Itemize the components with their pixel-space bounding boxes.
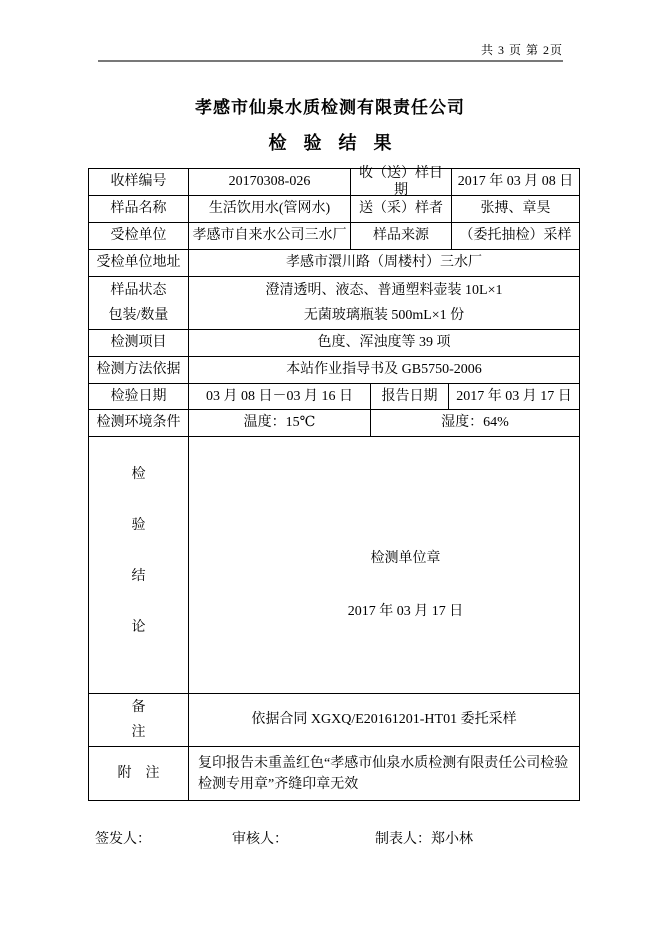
document-title: 检验结果 bbox=[268, 133, 409, 153]
test-date-value: 03 月 08 日－03 月 16 日 bbox=[189, 384, 371, 409]
sampler-value: 张搏、章昊 bbox=[480, 201, 551, 217]
note-label: 附 注 bbox=[89, 747, 189, 800]
issuer-label: 签发人： bbox=[95, 832, 151, 847]
sample-state-label-line2: 包装/数量 bbox=[108, 308, 169, 323]
company-title: 孝感市仙泉水质检测有限责任公司 bbox=[195, 98, 465, 117]
remarks-label bbox=[89, 694, 189, 746]
conclusion-label-char2: 验 bbox=[131, 518, 146, 533]
remarks-label-char1: 备 bbox=[131, 700, 146, 715]
conclusion-body bbox=[189, 437, 579, 693]
report-table bbox=[88, 165, 580, 801]
conclusion-label-char3: 结 bbox=[131, 569, 146, 584]
receive-date-label: 收（送）样日期 bbox=[351, 169, 452, 195]
humidity-value: 湿度：64% bbox=[441, 415, 509, 431]
table-row-environment bbox=[89, 410, 579, 437]
table-row-note bbox=[89, 747, 579, 800]
report-date-value: 2017 年 03 月 17 日 bbox=[456, 388, 572, 404]
report-date-label: 报告日期 bbox=[371, 384, 449, 409]
sample-number-value: 20170308-026 bbox=[189, 169, 351, 195]
method-basis-label: 检测方法依据 bbox=[89, 357, 189, 383]
table-row-method-basis bbox=[89, 357, 579, 384]
unit-address-label: 受检单位地址 bbox=[89, 250, 189, 276]
test-date-label: 检验日期 bbox=[89, 384, 189, 409]
environment-label: 检测环境条件 bbox=[89, 410, 189, 436]
sample-state-value-line1: 澄清透明、液态、普通塑料壶装 10L×1 bbox=[265, 283, 503, 298]
sampler-label: 送（采）样者 bbox=[351, 196, 452, 222]
inspected-unit-label: 受检单位 bbox=[89, 223, 189, 249]
note-value: 复印报告未重盖红色“孝感市仙泉水质检测有限责任公司检验检测专用章”齐缝印章无效 bbox=[198, 755, 569, 792]
page-number: 共 3 页 第 2页 bbox=[480, 43, 563, 57]
remarks-value: 依据合同 XGXQ/E20161201-HT01 委托采样 bbox=[251, 712, 517, 728]
conclusion-label-char4: 论 bbox=[131, 620, 146, 635]
table-row-sample-number bbox=[89, 165, 579, 198]
method-basis-value: 本站作业指导书及 GB5750-2006 bbox=[286, 362, 482, 378]
test-items-label: 检测项目 bbox=[89, 330, 189, 356]
remarks-label-char2: 注 bbox=[131, 725, 146, 740]
conclusion-label-char1: 检 bbox=[131, 467, 146, 482]
table-row-test-date bbox=[89, 384, 579, 410]
table-row-sample-name bbox=[89, 196, 579, 223]
reviewer-label: 审核人： bbox=[232, 832, 288, 847]
temperature-value: 温度：15℃ bbox=[189, 410, 371, 436]
table-row-conclusion bbox=[89, 437, 579, 694]
sample-state-value-line2: 无菌玻璃瓶装 500mL×1 份 bbox=[303, 308, 465, 323]
inspected-unit-value: 孝感市自来水公司三水厂 bbox=[189, 223, 351, 249]
table-row-sample-state bbox=[89, 277, 579, 330]
sample-name-label: 样品名称 bbox=[89, 196, 189, 222]
table-row-remarks bbox=[89, 694, 579, 747]
unit-address-value: 孝感市澴川路（周楼村）三水厂 bbox=[286, 255, 482, 271]
sample-name-value: 生活饮用水(管网水) bbox=[189, 196, 351, 222]
preparer-label: 制表人：郑小林 bbox=[375, 832, 473, 847]
sample-state-value bbox=[189, 277, 579, 329]
table-row-test-items bbox=[89, 330, 579, 357]
sample-state-label bbox=[89, 277, 189, 329]
receive-date-value: 2017 年 03 月 08 日 bbox=[457, 174, 574, 190]
sample-source-value: （委托抽检）采样 bbox=[459, 228, 572, 244]
sample-source-label: 样品来源 bbox=[351, 223, 452, 249]
sample-number-label: 收样编号 bbox=[89, 169, 189, 195]
conclusion-label bbox=[89, 437, 189, 693]
table-row-inspected-unit bbox=[89, 223, 579, 250]
header-rule bbox=[98, 60, 563, 62]
table-row-unit-address bbox=[89, 250, 579, 277]
sample-state-label-line1: 样品状态 bbox=[110, 283, 167, 298]
test-items-value: 色度、浑浊度等 39 项 bbox=[317, 335, 451, 351]
stamp-placeholder-label: 检测单位章 bbox=[370, 551, 441, 566]
conclusion-date: 2017 年 03 月 17 日 bbox=[347, 604, 464, 619]
signature-footer bbox=[0, 828, 660, 852]
